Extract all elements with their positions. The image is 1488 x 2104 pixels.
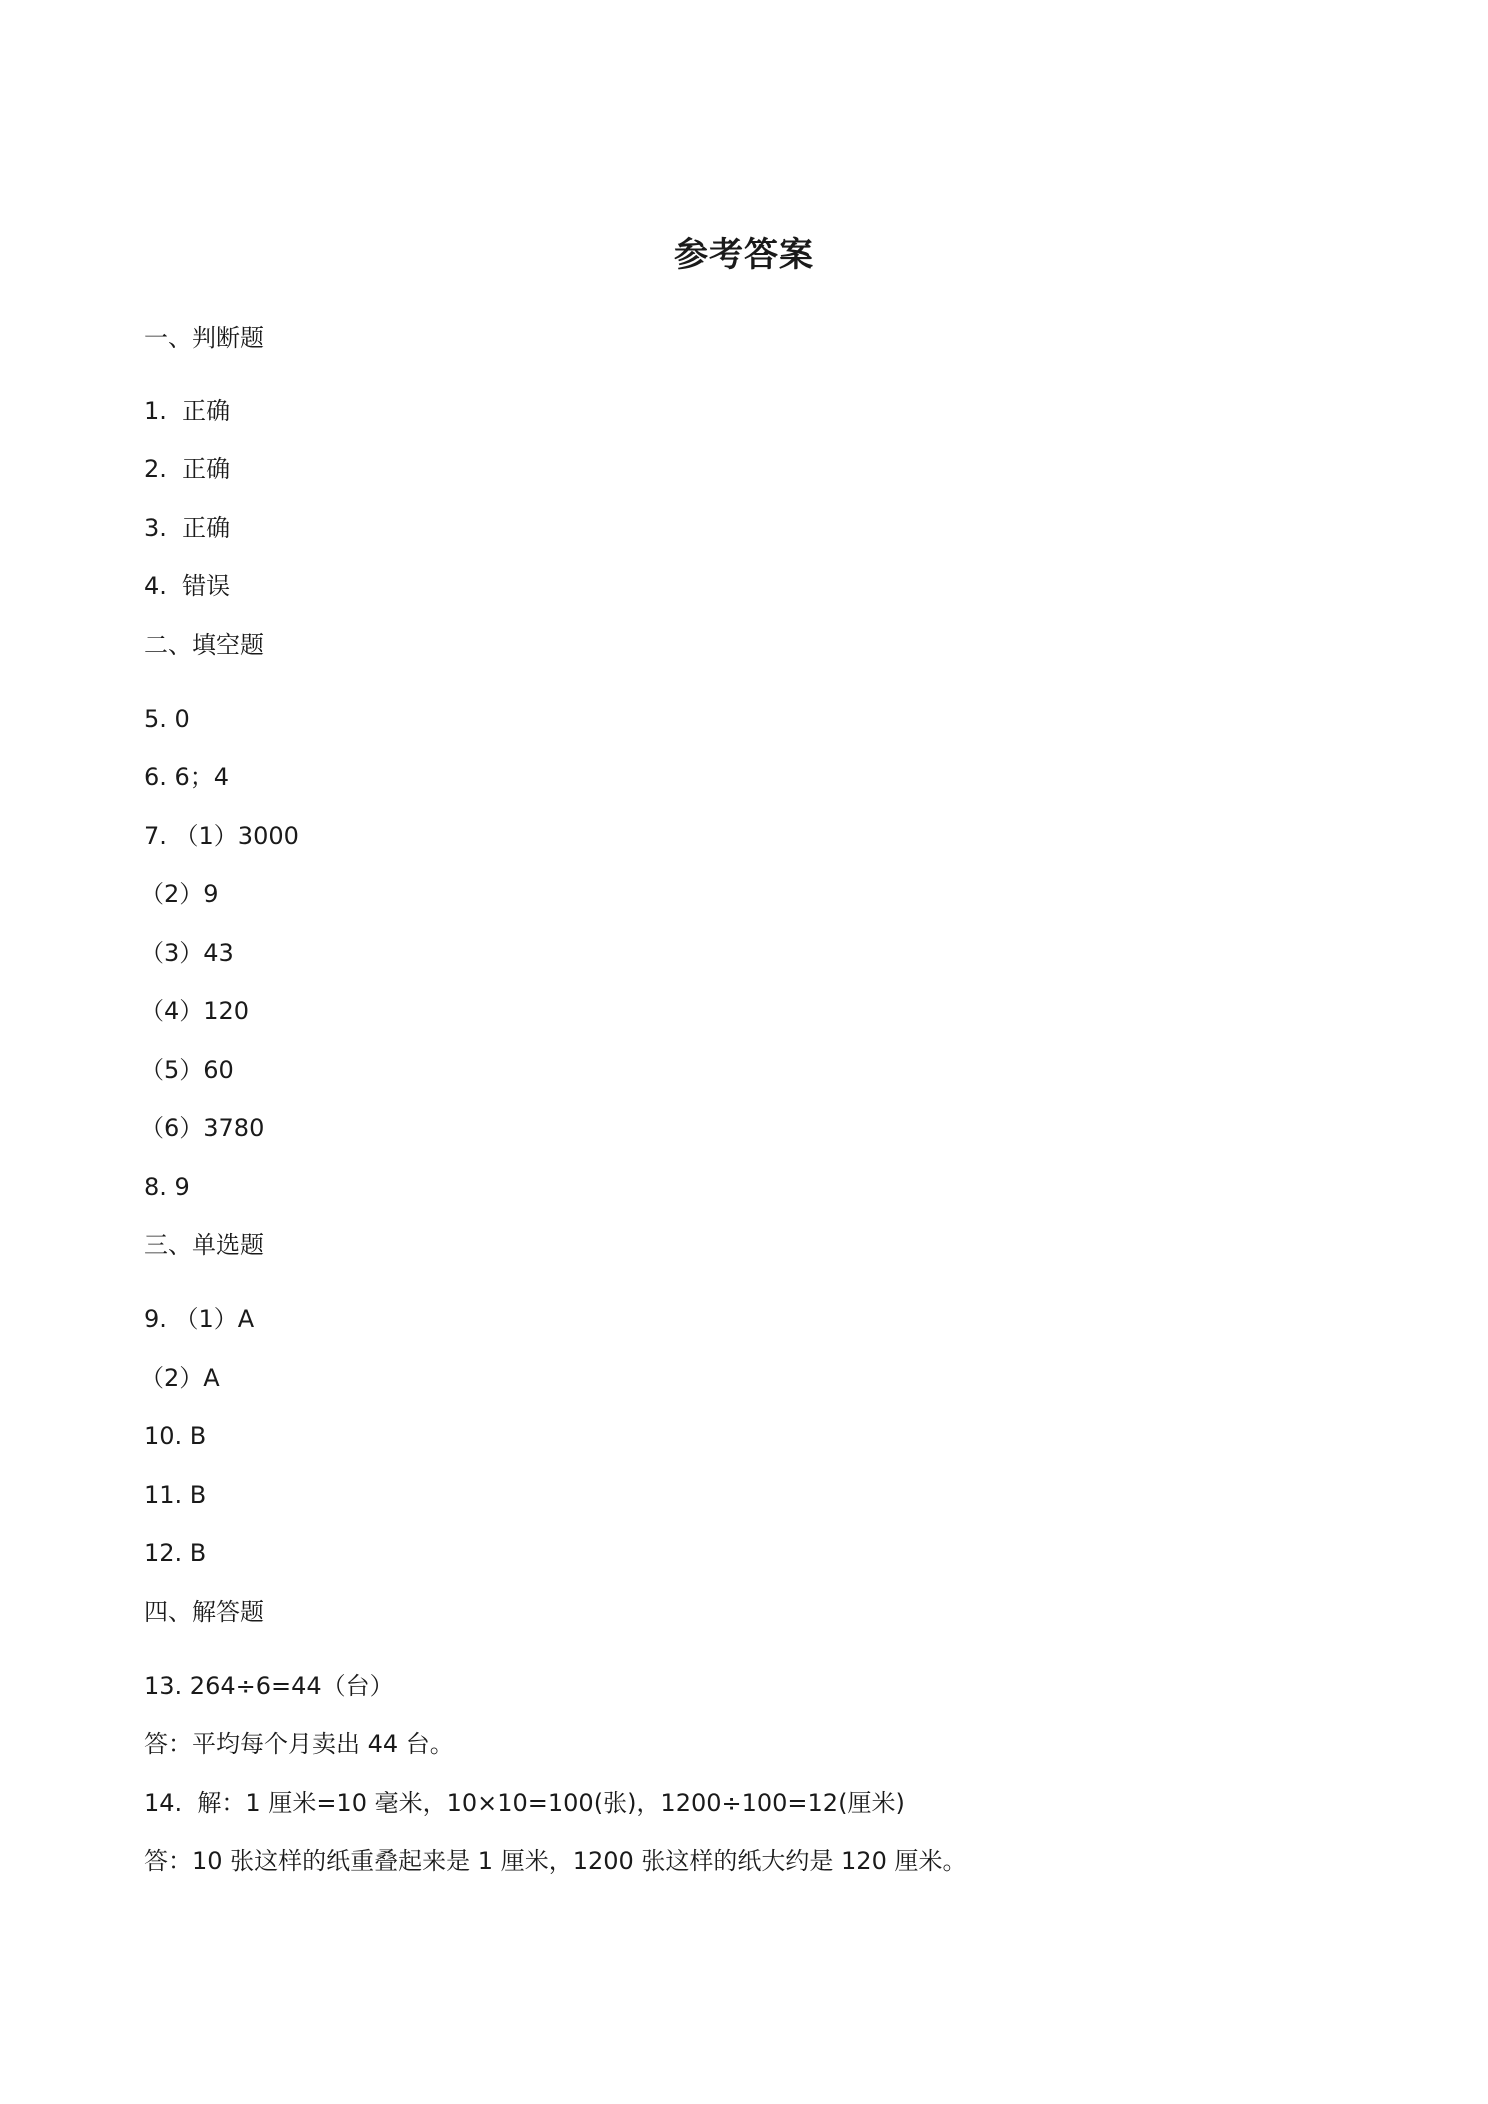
answer-line-3: 3. 正确: [144, 514, 231, 542]
section-heading-fill-blank: 二、填空题: [144, 631, 264, 659]
answer-line-6: 6. 6；4: [144, 763, 230, 791]
answer-line-12: 12. B: [144, 1539, 207, 1567]
answer-line-7-1: 7. （1）3000: [144, 822, 299, 850]
answer-line-4: 4. 错误: [144, 572, 231, 600]
section-heading-judgement: 一、判断题: [144, 324, 264, 352]
answer-line-14-answer: 答：10 张这样的纸重叠起来是 1 厘米，1200 张这样的纸大约是 120 厘米。: [144, 1847, 967, 1875]
answer-line-7-5: （5）60: [140, 1056, 234, 1084]
answer-line-14-calc: 14. 解：1 厘米=10 毫米，10×10=100(张)，1200÷100=12(厘米): [144, 1789, 905, 1817]
answer-line-1: 1. 正确: [144, 397, 231, 425]
page-title: 参考答案: [674, 235, 814, 275]
answer-line-7-3: （3）43: [140, 939, 234, 967]
answer-line-7-2: （2）9: [140, 880, 219, 908]
answer-line-9-2: （2）A: [140, 1364, 220, 1392]
answer-line-2: 2. 正确: [144, 455, 231, 483]
answer-line-8: 8. 9: [144, 1173, 190, 1201]
answer-line-10: 10. B: [144, 1422, 207, 1450]
answer-line-7-4: （4）120: [140, 997, 250, 1025]
answer-line-13-answer: 答：平均每个月卖出 44 台。: [144, 1730, 454, 1758]
section-heading-solution: 四、解答题: [144, 1598, 264, 1626]
answer-line-9-1: 9. （1）A: [144, 1305, 255, 1333]
answer-line-5: 5. 0: [144, 705, 190, 733]
answer-line-7-6: （6）3780: [140, 1114, 265, 1142]
section-heading-single-choice: 三、单选题: [144, 1231, 264, 1259]
answer-line-13-calc: 13. 264÷6=44（台）: [144, 1672, 394, 1700]
answer-line-11: 11. B: [144, 1481, 207, 1509]
